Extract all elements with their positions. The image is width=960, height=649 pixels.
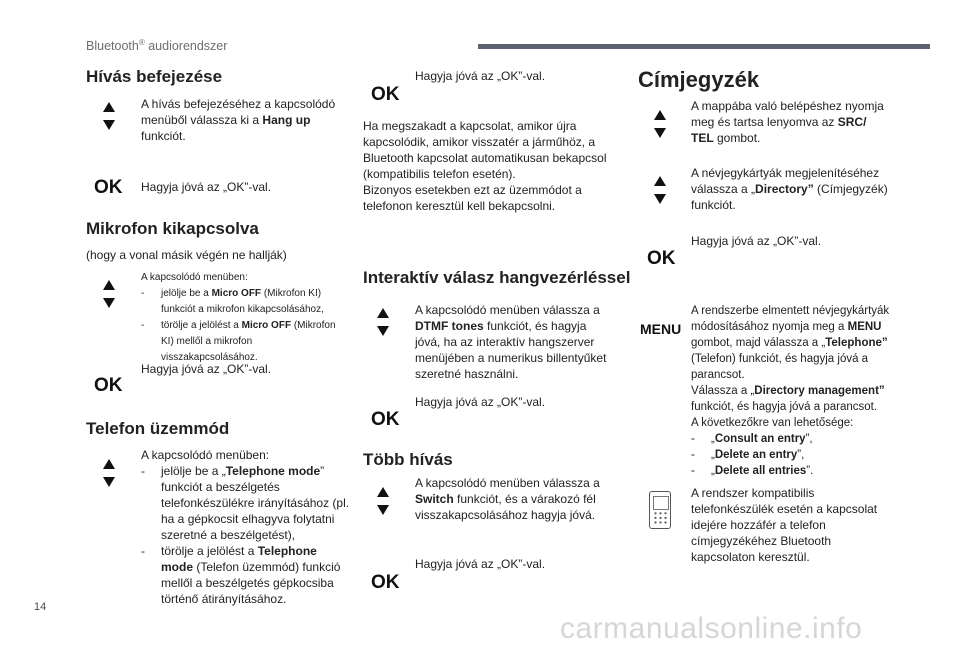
section-title-directory: Címjegyzék	[638, 67, 760, 92]
call-end-text: A hívás befejezéséhez a kapcsolódó menüből válassza ki a Hang up funkciót.	[141, 97, 336, 143]
list-item: - „Consult an entry”,	[691, 431, 896, 447]
mic-off-subtitle: (hogy a vonal másik végén ne hallják)	[86, 248, 287, 262]
multi-call-confirm: Hagyja jóvá az „OK”-val.	[415, 557, 546, 571]
header-bar	[478, 44, 930, 49]
dtmf-confirm: Hagyja jóvá az „OK”-val.	[415, 395, 546, 409]
ok-icon: OK	[371, 572, 400, 593]
mic-off-confirm: Hagyja jóvá az „OK”-val.	[141, 362, 272, 376]
ok-icon: OK	[647, 248, 676, 269]
section-title-mic-off: Mikrofon kikapcsolva	[86, 219, 259, 238]
section-title-dtmf: Interaktív válasz hangvezérléssel	[363, 268, 631, 287]
header-title: Bluetooth	[86, 39, 139, 54]
directory-show-text: A névjegykártyák megjelenítéséhez válassza a „Directory” (Címjegyzék) funkciót.	[691, 166, 888, 212]
page-number: 14	[34, 601, 47, 613]
phone-mode-text: A kapcsolódó menüben: - jelölje be a „Telephone mode” funkciót a beszélgetés telefonkészülékre irányításához (pl. ha a gépkocsit elhagyva folytatni szeretné a beszélgetést), - törölje a jelölést a Telephone mode (Telefon üzemmód) funkció mellől a beszélgetés gépkocsiba történő átirányításához.	[141, 447, 351, 607]
ok-icon: OK	[94, 375, 123, 396]
list-item: - törölje a jelölést a Micro OFF (Mikrofon KI) mellől a mikrofon visszakapcsolásához.	[141, 318, 346, 366]
list-item: - „Delete all entries”.	[691, 463, 896, 479]
ok-icon: OK	[94, 177, 123, 198]
directory-manage-text: A rendszerbe elmentett névjegykártyák módosításához nyomja meg a MENU gombot, majd válassza a „Telephone” (Telefon) funkciót, és hagyja jóvá a parancsot. Válassza a „Directory management” funkciót, és hagyja jóvá a parancsot. A következőkre van lehetősége: - „Consult an entry”, - „Delete an entry”, - „Delete all entries”.	[691, 303, 896, 479]
watermark: carmanualsonline.info	[560, 612, 863, 645]
header-registered-mark: ®	[138, 38, 145, 47]
up-down-arrows-icon	[372, 308, 394, 336]
mic-off-text: A kapcsolódó menüben: - jelölje be a Micro OFF (Mikrofon KI) funkciót a mikrofon kikapcsolásához, - törölje a jelölést a Micro OFF (Mikrofon KI) mellől a mikrofon visszakapcsolásához.	[141, 270, 346, 366]
dtmf-text: A kapcsolódó menüben válassza a DTMF tones funkciót, és hagyja jóvá, ha az interaktív hangszerver menüjében a numerikus billentyűket szeretné használni.	[415, 303, 607, 381]
multi-call-text: A kapcsolódó menüben válassza a Switch funkciót, és a várakozó fél visszakapcsolásához hagyja jóvá.	[415, 476, 600, 522]
header-title-rest: audiorendszer	[144, 39, 228, 54]
menu-button-icon: MENU	[640, 321, 682, 337]
list-item: - törölje a jelölést a Telephone mode (Telefon üzemmód) funkció mellől a beszélgetés gépkocsiba történő átirányításához.	[141, 543, 351, 607]
section-title-call-end: Hívás befejezése	[86, 67, 223, 86]
confirm-text: Hagyja jóvá az „OK”-val.	[415, 69, 546, 83]
directory-open-text: A mappába való belépéshez nyomja meg és tartsa lenyomva az SRC/ TEL gombot.	[691, 99, 884, 145]
list-item: - jelölje be a „Telephone mode” funkciót a beszélgetés telefonkészülékre irányításához (pl. ha a gépkocsit elhagyva folytatni szeretné a beszélgetést),	[141, 463, 351, 543]
up-down-arrows-icon	[98, 102, 120, 130]
up-down-arrows-icon	[98, 280, 120, 308]
list-item: - jelölje be a Micro OFF (Mikrofon KI) funkciót a mikrofon kikapcsolásához,	[141, 286, 346, 318]
up-down-arrows-icon	[372, 487, 394, 515]
directory-confirm: Hagyja jóvá az „OK”-val.	[691, 234, 822, 248]
up-down-arrows-icon	[649, 176, 671, 204]
ok-icon: OK	[371, 84, 400, 105]
directory-note: A rendszer kompatibilis telefonkészülék esetén a kapcsolat idejére hozzáfér a telefon címjegyzékéhez Bluetooth kapcsolaton keresztül.	[691, 486, 878, 564]
reconnect-text: Ha megszakadt a kapcsolat, amikor újra kapcsolódik, amikor visszatér a járműhöz, a Bluetooth kapcsolat automatikusan bekapcsol (kompatibilis telefon esetén). Bizonyos esetekben ezt az üzemmódot a telefonon keresztül kell bekapcsolni.	[363, 119, 607, 213]
section-title-phone-mode: Telefon üzemmód	[86, 419, 230, 438]
list-item: - „Delete an entry”,	[691, 447, 896, 463]
call-end-confirm: Hagyja jóvá az „OK”-val.	[141, 180, 272, 194]
section-title-multi-call: Több hívás	[363, 450, 453, 469]
ok-icon: OK	[371, 409, 400, 430]
up-down-arrows-icon	[649, 110, 671, 138]
up-down-arrows-icon	[98, 459, 120, 487]
phone-icon	[649, 491, 671, 529]
page-header	[86, 38, 227, 53]
